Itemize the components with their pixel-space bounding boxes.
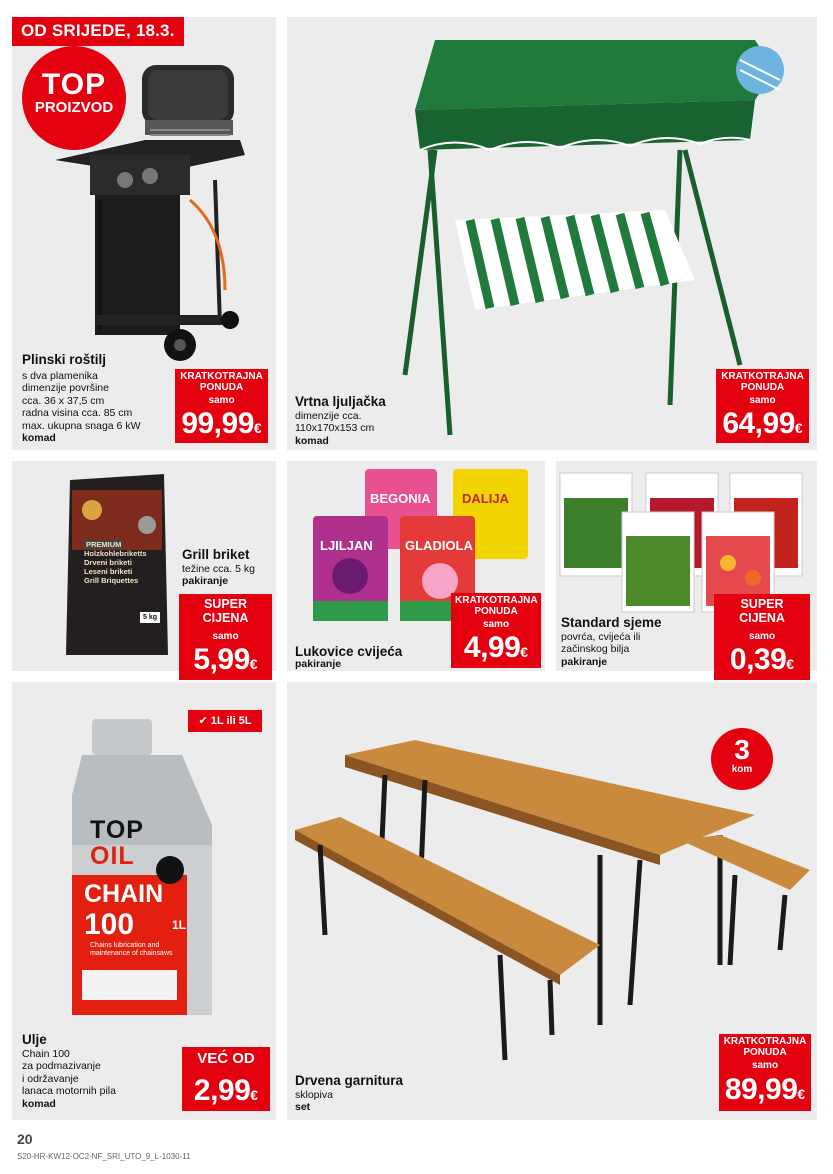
oil-volume-label: 1L	[172, 918, 187, 932]
grill-desc-line: dimenzije površine	[22, 382, 109, 395]
bag-text-line: Leseni briketi	[84, 567, 133, 576]
tag-line: KRATKOTRAJNA	[723, 1036, 807, 1047]
currency: €	[786, 656, 795, 672]
seeds-description	[561, 631, 640, 668]
tag-line: KRATKOTRAJNA	[721, 371, 804, 382]
tag-line: PONUDA	[474, 606, 518, 617]
tag-line: KRATKOTRAJNA	[180, 371, 263, 382]
top-product-badge	[22, 46, 126, 150]
oil-desc-line: za podmazivanje	[22, 1060, 101, 1073]
tag-line: PONUDA	[743, 1047, 787, 1058]
tag-line: PONUDA	[199, 382, 244, 393]
bulbs-price-box	[451, 593, 541, 668]
catalog-code: S20-HR-KW12-OC2-NF_SRI_UTO_9_L-1030-11	[17, 1152, 191, 1161]
seeds-unit: pakiranje	[561, 655, 608, 668]
briquettes-price-box	[179, 594, 272, 680]
oil-offer-tag: VEĆ OD	[182, 1047, 270, 1071]
grill-desc-line: s dva plamenika	[22, 370, 98, 382]
top-badge-line2: PROIZVOD	[34, 99, 114, 116]
price-value: 99,99	[181, 407, 254, 440]
bulbs-samo: samo	[451, 619, 541, 630]
table-set-price	[719, 1071, 811, 1111]
page-number: 20	[17, 1131, 33, 1147]
swing-unit: komad	[295, 434, 329, 447]
bulbs-pack-label: BEGONIA	[370, 491, 431, 506]
briquettes-samo: samo	[179, 628, 272, 642]
swing-desc-line: dimenzije cca.	[295, 410, 362, 422]
bulbs-description	[295, 658, 341, 670]
oil-description	[22, 1048, 116, 1110]
top-badge-line1: TOP	[41, 68, 107, 101]
swing-title: Vrtna ljuljačka	[295, 394, 386, 409]
price-value: 4,99	[463, 631, 521, 664]
oil-chain-label: CHAIN	[84, 880, 164, 908]
seeds-price-box	[714, 594, 810, 680]
price-value: 89,99	[724, 1073, 798, 1106]
tag-line: PONUDA	[740, 382, 785, 393]
seeds-price	[714, 642, 810, 680]
table-desc-line: sklopiva	[295, 1089, 333, 1101]
swing-price-box	[716, 369, 809, 443]
swing-description	[295, 410, 374, 447]
swing-price	[716, 406, 809, 443]
bag-text-line: Holzkohlebriketts	[84, 549, 147, 558]
oil-desc-line: Chain 100	[22, 1048, 70, 1060]
grill-desc-line: max. ukupna snaga 6 kW	[22, 419, 141, 432]
seeds-samo: samo	[714, 628, 810, 642]
oil-desc-line: lanaca motornih pila	[22, 1085, 116, 1098]
swing-samo: samo	[716, 395, 809, 406]
bulbs-pack-label: LJILJAN	[320, 538, 373, 553]
grill-description	[22, 370, 140, 444]
briquettes-desc-line: težine cca. 5 kg	[182, 563, 255, 575]
price-value: 2,99	[193, 1074, 251, 1107]
bag-text-line: Grill Briquettes	[84, 576, 139, 585]
oil-bottle-image	[62, 715, 227, 1027]
bulbs-unit: pakiranje	[295, 658, 342, 670]
price-value: 64,99	[722, 407, 795, 440]
table-set-title: Drvena garnitura	[295, 1073, 404, 1088]
seeds-offer-tag: SUPER CIJENA	[714, 594, 810, 628]
bulbs-title: Lukovice cvijeća	[295, 644, 403, 659]
grill-desc-line: cca. 36 x 37,5 cm	[22, 394, 105, 407]
grill-samo: samo	[175, 395, 268, 406]
oil-unit: komad	[22, 1097, 56, 1110]
briquettes-unit: pakiranje	[182, 575, 229, 588]
quantity-badge	[711, 728, 773, 790]
briquettes-price	[179, 642, 272, 680]
grill-offer-tag	[175, 369, 268, 395]
grill-desc-line: radna visina cca. 85 cm	[22, 407, 133, 420]
bulbs-pack-label: DALIJA	[462, 491, 509, 506]
table-unit: set	[295, 1101, 311, 1114]
seed-packets-image	[558, 468, 808, 613]
oil-subtitle: Chains lubrication and maintenance of chainsaws	[90, 942, 173, 957]
quantity-unit: kom	[731, 764, 753, 775]
bulbs-offer-tag	[451, 593, 541, 619]
bag-text-line: PREMIUM	[86, 540, 122, 549]
currency: €	[794, 420, 803, 436]
seeds-desc-line: povrća, cvijeća ili	[561, 631, 641, 643]
bag-text-line: Drveni briketi	[84, 558, 132, 567]
oil-brand-oil: OIL	[90, 842, 135, 870]
grill-price-box	[175, 369, 268, 443]
currency: €	[249, 656, 258, 672]
bulbs-price	[451, 630, 541, 668]
oil-price	[182, 1071, 270, 1111]
swing-desc-line: 110x170x153 cm	[295, 422, 375, 435]
oil-brand-top: TOP	[90, 816, 144, 844]
oil-100-label: 100	[84, 908, 135, 941]
table-set-description	[295, 1089, 333, 1114]
quantity-number: 3	[734, 734, 750, 765]
currency: €	[253, 420, 262, 436]
seeds-title: Standard sjeme	[561, 615, 662, 630]
oil-title: Ulje	[22, 1032, 47, 1047]
date-tag: OD SRIJEDE, 18.3.	[12, 17, 184, 46]
tag-line: KRATKOTRAJNA	[455, 595, 538, 606]
grill-price	[175, 406, 268, 443]
swing-offer-tag	[716, 369, 809, 395]
briquettes-bag-weight: 5 kg	[140, 612, 160, 623]
table-offer-tag	[719, 1034, 811, 1060]
oil-price-box	[182, 1047, 270, 1111]
briquettes-description	[182, 563, 255, 588]
table-samo: samo	[719, 1060, 811, 1071]
seeds-desc-line: začinskog bilja	[561, 643, 630, 656]
bulbs-pack-label: GLADIOLA	[405, 538, 473, 553]
price-value: 0,39	[729, 643, 787, 676]
volume-options-tag: ✔ 1L ili 5L	[188, 710, 262, 732]
currency: €	[797, 1086, 806, 1102]
currency: €	[520, 644, 529, 660]
grill-title: Plinski roštilj	[22, 352, 107, 367]
currency: €	[250, 1087, 259, 1103]
briquettes-title: Grill briket	[182, 547, 250, 562]
price-value: 5,99	[193, 643, 250, 676]
grill-unit: komad	[22, 432, 56, 445]
table-set-price-box	[719, 1034, 811, 1111]
briquettes-bag-text	[84, 540, 147, 585]
briquettes-offer-tag: SUPER CIJENA	[179, 594, 272, 628]
oil-desc-line: i održavanje	[22, 1072, 79, 1085]
